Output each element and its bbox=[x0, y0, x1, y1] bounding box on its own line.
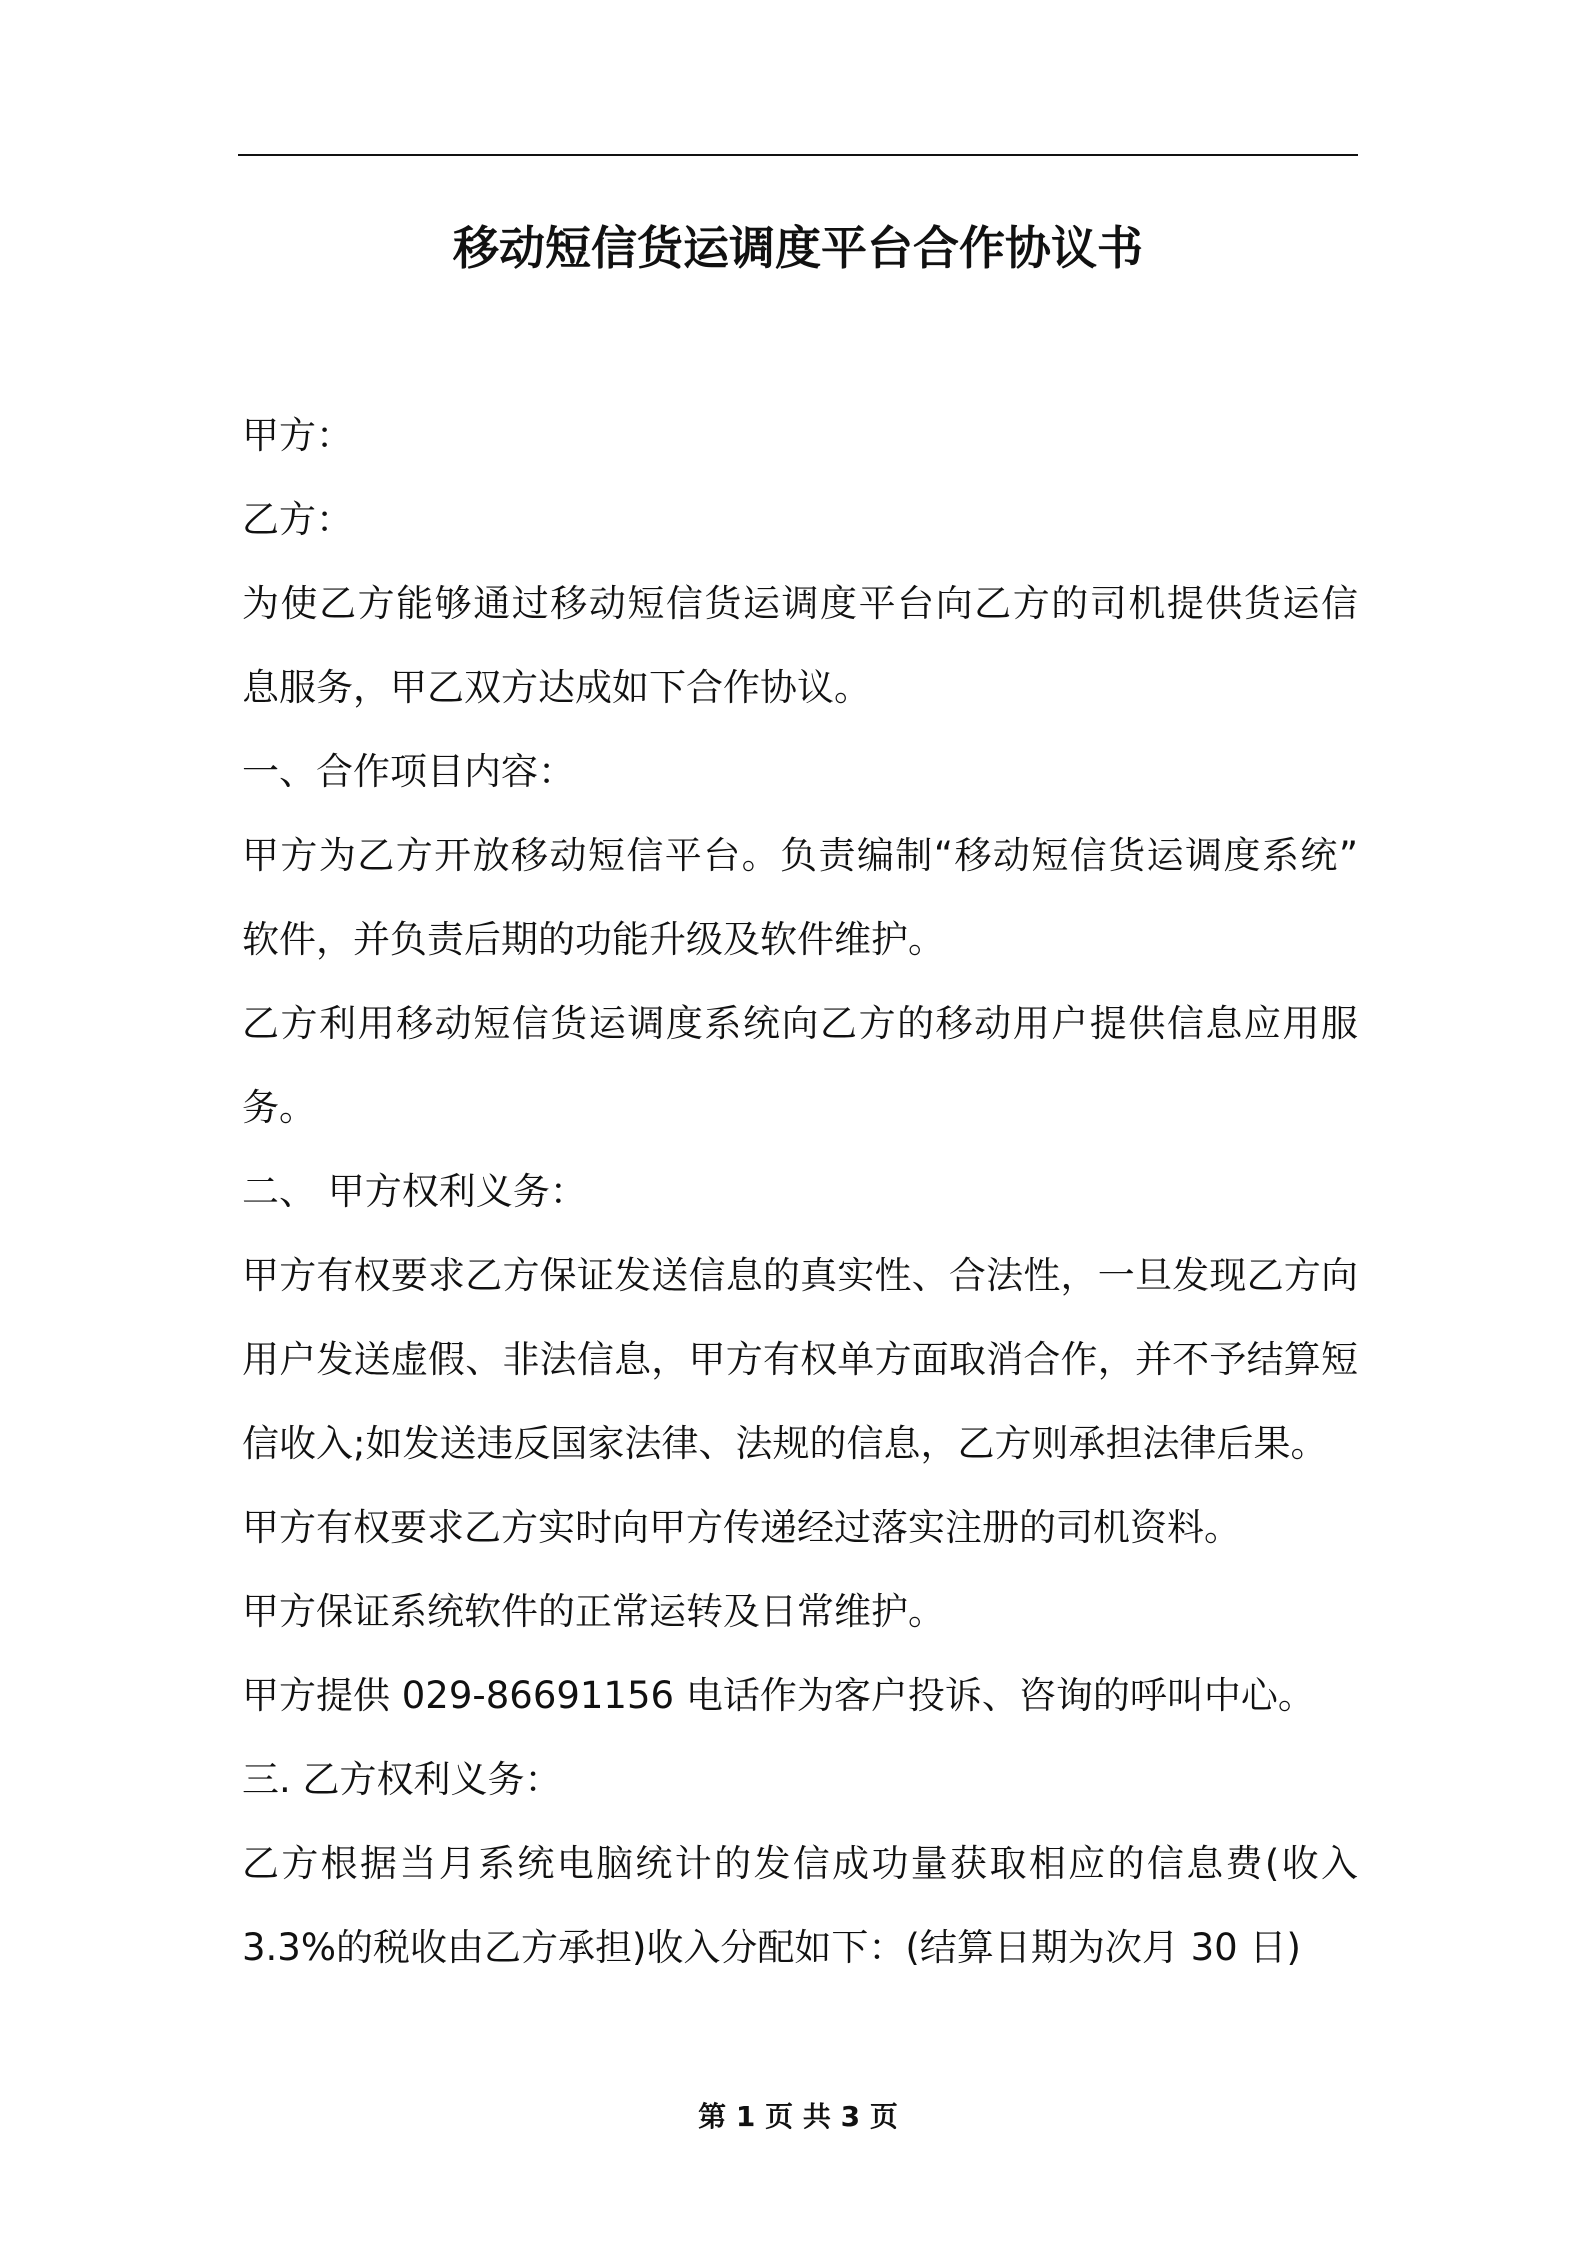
section-3-heading: 三. 乙方权利义务： bbox=[242, 1758, 562, 1801]
page-number-footer: 第 1 页 共 3 页 bbox=[698, 2100, 898, 2133]
section-3-paragraph-line: 3.3%的税收由乙方承担)收入分配如下：(结算日期为次月 30 日) bbox=[242, 1926, 1301, 1969]
section-2-paragraph-line: 甲方有权要求乙方保证发送信息的真实性、合法性，一旦发现乙方向 bbox=[242, 1254, 1358, 1297]
header-rule bbox=[238, 154, 1358, 156]
section-3-paragraph-line: 乙方根据当月系统电脑统计的发信成功量获取相应的信息费(收入 bbox=[242, 1842, 1358, 1885]
party-b-label: 乙方： bbox=[242, 498, 353, 541]
section-1-heading: 一、合作项目内容： bbox=[242, 750, 575, 793]
party-a-label: 甲方： bbox=[242, 414, 353, 457]
intro-line: 息服务，甲乙双方达成如下合作协议。 bbox=[242, 666, 871, 709]
section-2-paragraph-line: 甲方有权要求乙方实时向甲方传递经过落实注册的司机资料。 bbox=[242, 1506, 1241, 1549]
section-2-paragraph-line: 甲方提供 029-86691156 电话作为客户投诉、咨询的呼叫中心。 bbox=[242, 1674, 1315, 1717]
intro-line: 为使乙方能够通过移动短信货运调度平台向乙方的司机提供货运信 bbox=[242, 582, 1358, 625]
section-2-paragraph-line: 甲方保证系统软件的正常运转及日常维护。 bbox=[242, 1590, 945, 1633]
document-title: 移动短信货运调度平台合作协议书 bbox=[453, 221, 1143, 275]
section-1-paragraph-line: 甲方为乙方开放移动短信平台。负责编制“移动短信货运调度系统” bbox=[242, 834, 1358, 877]
section-2-paragraph-line: 用户发送虚假、非法信息，甲方有权单方面取消合作，并不予结算短 bbox=[242, 1338, 1358, 1381]
section-1-paragraph-line: 软件，并负责后期的功能升级及软件维护。 bbox=[242, 918, 945, 961]
section-1-paragraph-line: 务。 bbox=[242, 1086, 316, 1129]
document-body bbox=[242, 394, 1358, 1990]
section-2-heading: 二、 甲方权利义务： bbox=[242, 1170, 587, 1213]
section-2-paragraph-line: 信收入;如发送违反国家法律、法规的信息，乙方则承担法律后果。 bbox=[242, 1422, 1328, 1465]
section-1-paragraph-line: 乙方利用移动短信货运调度系统向乙方的移动用户提供信息应用服 bbox=[242, 1002, 1358, 1045]
